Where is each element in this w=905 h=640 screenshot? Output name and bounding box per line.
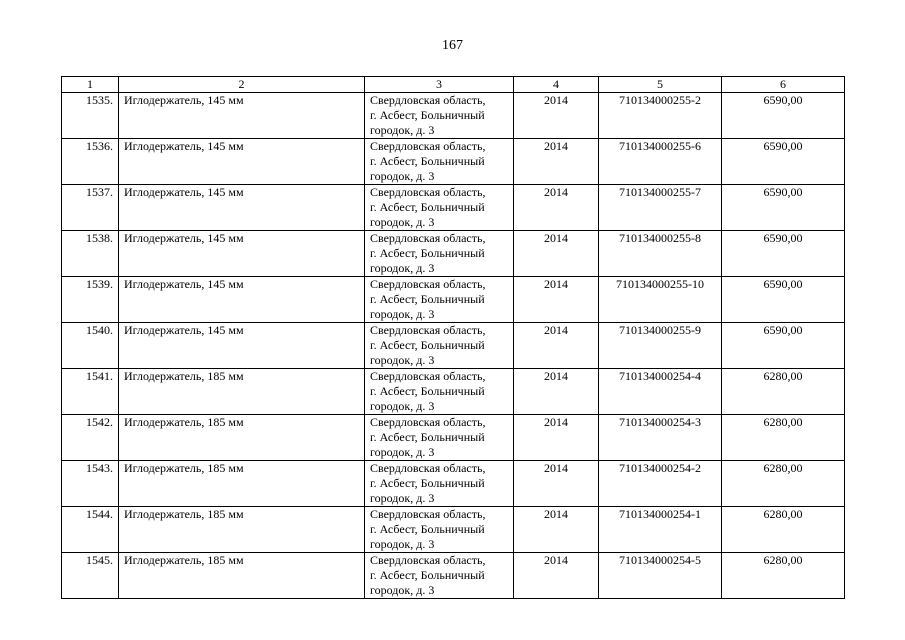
item-name-cell: Иглодержатель, 145 мм <box>119 139 365 185</box>
year-cell: 2014 <box>514 553 599 599</box>
cost-cell: 6280,00 <box>722 553 845 599</box>
address-line: городок, д. 3 <box>370 491 435 505</box>
table-row <box>62 369 845 415</box>
address-line: городок, д. 3 <box>370 261 435 275</box>
address-line: Свердловская область, <box>370 461 486 475</box>
address-cell <box>365 461 514 507</box>
year-cell: 2014 <box>514 323 599 369</box>
address-line: Свердловская область, <box>370 369 486 383</box>
year-cell: 2014 <box>514 507 599 553</box>
item-name-cell: Иглодержатель, 145 мм <box>119 185 365 231</box>
address-cell <box>365 415 514 461</box>
address-line: городок, д. 3 <box>370 583 435 597</box>
inventory-number-cell: 710134000255-10 <box>599 277 722 323</box>
page-number: 167 <box>442 38 463 53</box>
cost-cell: 6590,00 <box>722 231 845 277</box>
address-line: Свердловская область, <box>370 277 486 291</box>
address-line: городок, д. 3 <box>370 215 435 229</box>
row-number-cell: 1541. <box>62 369 119 415</box>
address-cell <box>365 507 514 553</box>
address-line: г. Асбест, Больничный <box>370 476 485 490</box>
table-row <box>62 323 845 369</box>
item-name-cell: Иглодержатель, 185 мм <box>119 369 365 415</box>
address-line: городок, д. 3 <box>370 399 435 413</box>
inventory-number-cell: 710134000254-2 <box>599 461 722 507</box>
address-line: Свердловская область, <box>370 507 486 521</box>
row-number-cell: 1535. <box>62 93 119 139</box>
row-number-cell: 1538. <box>62 231 119 277</box>
address-cell <box>365 93 514 139</box>
address-line: Свердловская область, <box>370 93 486 107</box>
inventory-number-cell: 710134000254-1 <box>599 507 722 553</box>
item-name-cell: Иглодержатель, 145 мм <box>119 93 365 139</box>
column-header-5: 5 <box>599 77 722 93</box>
cost-cell: 6590,00 <box>722 93 845 139</box>
item-name-cell: Иглодержатель, 185 мм <box>119 415 365 461</box>
table-row <box>62 461 845 507</box>
row-number-cell: 1539. <box>62 277 119 323</box>
address-line: г. Асбест, Больничный <box>370 568 485 582</box>
year-cell: 2014 <box>514 415 599 461</box>
address-cell <box>365 139 514 185</box>
year-cell: 2014 <box>514 277 599 323</box>
item-name-cell: Иглодержатель, 185 мм <box>119 553 365 599</box>
year-cell: 2014 <box>514 231 599 277</box>
address-line: г. Асбест, Больничный <box>370 430 485 444</box>
cost-cell: 6280,00 <box>722 461 845 507</box>
year-cell: 2014 <box>514 461 599 507</box>
address-line: г. Асбест, Больничный <box>370 384 485 398</box>
row-number-cell: 1540. <box>62 323 119 369</box>
address-line: Свердловская область, <box>370 323 486 337</box>
item-name-cell: Иглодержатель, 145 мм <box>119 231 365 277</box>
inventory-number-cell: 710134000255-2 <box>599 93 722 139</box>
table-row <box>62 507 845 553</box>
inventory-number-cell: 710134000255-7 <box>599 185 722 231</box>
table-row <box>62 277 845 323</box>
address-line: городок, д. 3 <box>370 123 435 137</box>
address-line: городок, д. 3 <box>370 353 435 367</box>
cost-cell: 6590,00 <box>722 139 845 185</box>
address-line: городок, д. 3 <box>370 169 435 183</box>
item-name-cell: Иглодержатель, 185 мм <box>119 507 365 553</box>
address-line: г. Асбест, Больничный <box>370 200 485 214</box>
address-line: Свердловская область, <box>370 139 486 153</box>
year-cell: 2014 <box>514 369 599 415</box>
table-header-row <box>62 77 845 93</box>
row-number-cell: 1545. <box>62 553 119 599</box>
address-line: г. Асбест, Больничный <box>370 292 485 306</box>
inventory-number-cell: 710134000255-8 <box>599 231 722 277</box>
column-header-4: 4 <box>514 77 599 93</box>
inventory-number-cell: 710134000254-5 <box>599 553 722 599</box>
address-line: Свердловская область, <box>370 553 486 567</box>
cost-cell: 6590,00 <box>722 277 845 323</box>
address-cell <box>365 277 514 323</box>
address-line: г. Асбест, Больничный <box>370 108 485 122</box>
row-number-cell: 1537. <box>62 185 119 231</box>
column-header-2: 2 <box>119 77 365 93</box>
table-row <box>62 415 845 461</box>
inventory-number-cell: 710134000255-6 <box>599 139 722 185</box>
address-line: городок, д. 3 <box>370 445 435 459</box>
address-line: г. Асбест, Больничный <box>370 246 485 260</box>
table-row <box>62 93 845 139</box>
year-cell: 2014 <box>514 93 599 139</box>
item-name-cell: Иглодержатель, 145 мм <box>119 323 365 369</box>
inventory-number-cell: 710134000254-4 <box>599 369 722 415</box>
property-table <box>61 76 845 599</box>
address-cell <box>365 231 514 277</box>
table-row <box>62 231 845 277</box>
cost-cell: 6280,00 <box>722 415 845 461</box>
column-header-6: 6 <box>722 77 845 93</box>
address-cell <box>365 185 514 231</box>
table-row <box>62 185 845 231</box>
year-cell: 2014 <box>514 185 599 231</box>
row-number-cell: 1536. <box>62 139 119 185</box>
table-row <box>62 553 845 599</box>
cost-cell: 6590,00 <box>722 323 845 369</box>
address-line: г. Асбест, Больничный <box>370 154 485 168</box>
column-header-3: 3 <box>365 77 514 93</box>
address-line: г. Асбест, Больничный <box>370 522 485 536</box>
address-line: городок, д. 3 <box>370 307 435 321</box>
table-body <box>62 93 845 599</box>
inventory-number-cell: 710134000254-3 <box>599 415 722 461</box>
address-line: Свердловская область, <box>370 415 486 429</box>
inventory-number-cell: 710134000255-9 <box>599 323 722 369</box>
year-cell: 2014 <box>514 139 599 185</box>
cost-cell: 6280,00 <box>722 507 845 553</box>
address-cell <box>365 323 514 369</box>
address-line: городок, д. 3 <box>370 537 435 551</box>
cost-cell: 6280,00 <box>722 369 845 415</box>
column-header-1: 1 <box>62 77 119 93</box>
address-line: Свердловская область, <box>370 185 486 199</box>
address-line: Свердловская область, <box>370 231 486 245</box>
row-number-cell: 1544. <box>62 507 119 553</box>
cost-cell: 6590,00 <box>722 185 845 231</box>
table-row <box>62 139 845 185</box>
item-name-cell: Иглодержатель, 145 мм <box>119 277 365 323</box>
row-number-cell: 1542. <box>62 415 119 461</box>
row-number-cell: 1543. <box>62 461 119 507</box>
address-line: г. Асбест, Больничный <box>370 338 485 352</box>
address-cell <box>365 553 514 599</box>
item-name-cell: Иглодержатель, 185 мм <box>119 461 365 507</box>
address-cell <box>365 369 514 415</box>
